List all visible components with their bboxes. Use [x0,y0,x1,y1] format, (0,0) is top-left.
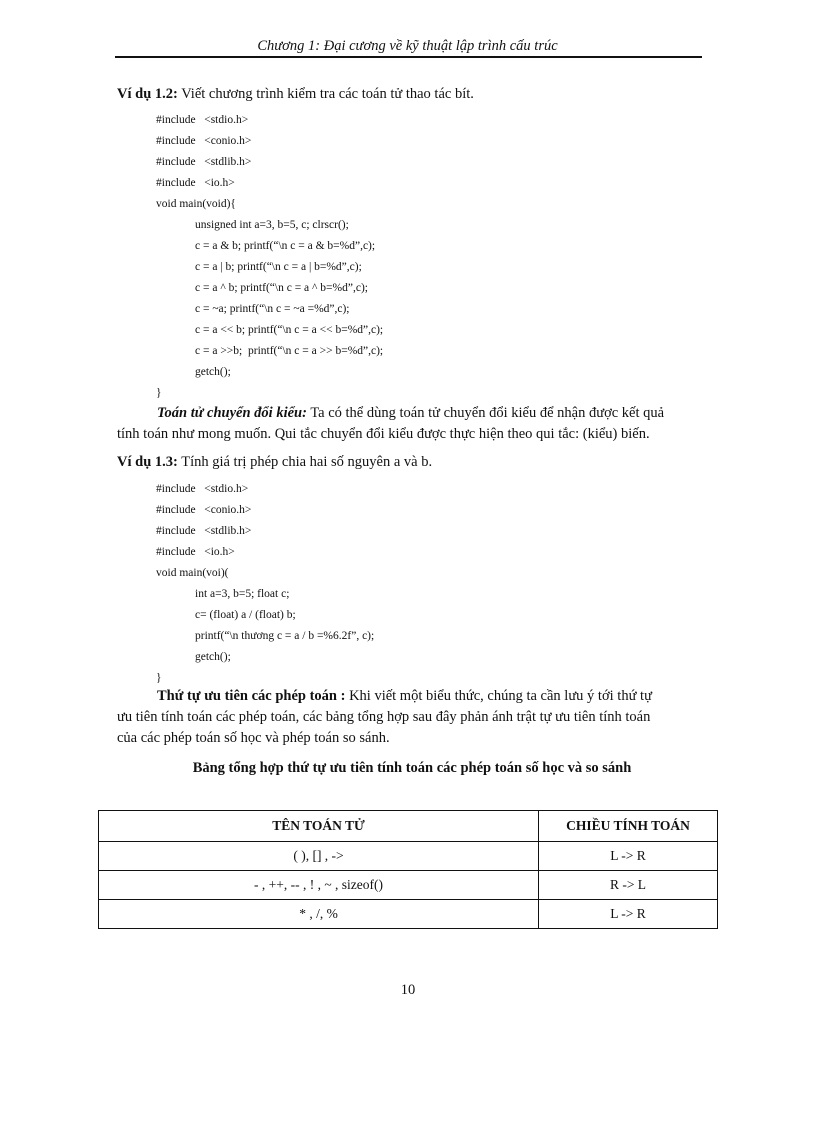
direction-cell: L -> R [539,842,718,871]
priority-text-3: của các phép toán số học và phép toán so sánh. [117,730,390,746]
code-line: } [156,672,162,684]
priority-term: Thứ tự ưu tiên các phép toán : [157,688,346,704]
code-line: } [156,387,162,399]
code-line: #include <conio.h> [156,504,252,516]
header-operator-name: TÊN TOÁN TỬ [99,811,539,842]
header-direction: CHIỀU TÍNH TOÁN [539,811,718,842]
typecast-text-2: tính toán như mong muốn. Qui tắc chuyển đổi kiểu được thực hiện theo qui tắc: (kiểu) biến. [117,426,650,442]
example-1-2-label: Ví dụ 1.2: [117,86,178,102]
example-1-2-text: Viết chương trình kiểm tra các toán tử thao tác bít. [177,86,474,102]
code-line: printf(“\n thương c = a / b =%6.2f”, c); [195,630,375,642]
code-line: c = a ^ b; printf(“\n c = a ^ b=%d”,c); [195,282,368,294]
operator-cell: * , /, % [99,900,539,929]
typecast-term: Toán tử chuyển đổi kiểu: [157,405,307,421]
direction-cell: R -> L [539,871,718,900]
typecast-paragraph [117,403,707,445]
code-line: void main(void){ [156,198,236,210]
operator-cell: - , ++, -- , ! , ~ , sizeof() [99,871,539,900]
code-line: c= (float) a / (float) b; [195,609,296,621]
code-line: void main(voi)( [156,567,229,579]
example-1-2-heading [117,84,707,105]
code-line: c = a << b; printf(“\n c = a << b=%d”,c); [195,324,384,336]
code-line: #include <stdio.h> [156,483,249,495]
code-line: #include <io.h> [156,546,235,558]
example-1-3-text: Tính giá trị phép chia hai số nguyên a và b. [177,454,433,470]
code-line: c = a & b; printf(“\n c = a & b=%d”,c); [195,240,376,252]
example-1-3-label: Ví dụ 1.3: [117,454,178,470]
typecast-text: Ta có thể dùng toán tử chuyển đổi kiểu để nhận được kết quả [306,405,665,421]
priority-text-2: ưu tiên tính toán các phép toán, các bảng tổng hợp sau đây phản ánh trật tự ưu tiên tính toán [117,709,651,725]
header-rule [115,56,702,58]
code-line: int a=3, b=5; float c; [195,588,290,600]
code-line: unsigned int a=3, b=5, c; clrscr(); [195,219,349,231]
example-1-3-heading [117,452,707,473]
table-row [99,842,718,871]
code-line: #include <stdio.h> [156,114,249,126]
direction-cell: L -> R [539,900,718,929]
code-line: #include <stdlib.h> [156,156,252,168]
code-line: getch(); [195,366,231,378]
code-line: c = ~a; printf(“\n c = ~a =%d”,c); [195,303,350,315]
precedence-table [98,810,718,929]
code-line: c = a | b; printf(“\n c = a | b=%d”,c); [195,261,362,273]
page-number: 10 [400,982,416,998]
code-line: c = a >>b; printf(“\n c = a >> b=%d”,c); [195,345,384,357]
table-header-row [99,811,718,842]
table-caption: Bảng tổng hợp thứ tự ưu tiên tính toán các phép toán số học và so sánh [192,760,632,776]
table-row [99,900,718,929]
table-row [99,871,718,900]
priority-paragraph [117,686,707,749]
code-line: #include <io.h> [156,177,235,189]
code-line: #include <conio.h> [156,135,252,147]
operator-cell: ( ), [] , -> [99,842,539,871]
priority-text: Khi viết một biểu thức, chúng ta cần lưu ý tới thứ tự [345,688,652,704]
running-header: Chương 1: Đại cương về kỹ thuật lập trình cấu trúc [257,38,558,54]
code-line: getch(); [195,651,231,663]
code-line: #include <stdlib.h> [156,525,252,537]
